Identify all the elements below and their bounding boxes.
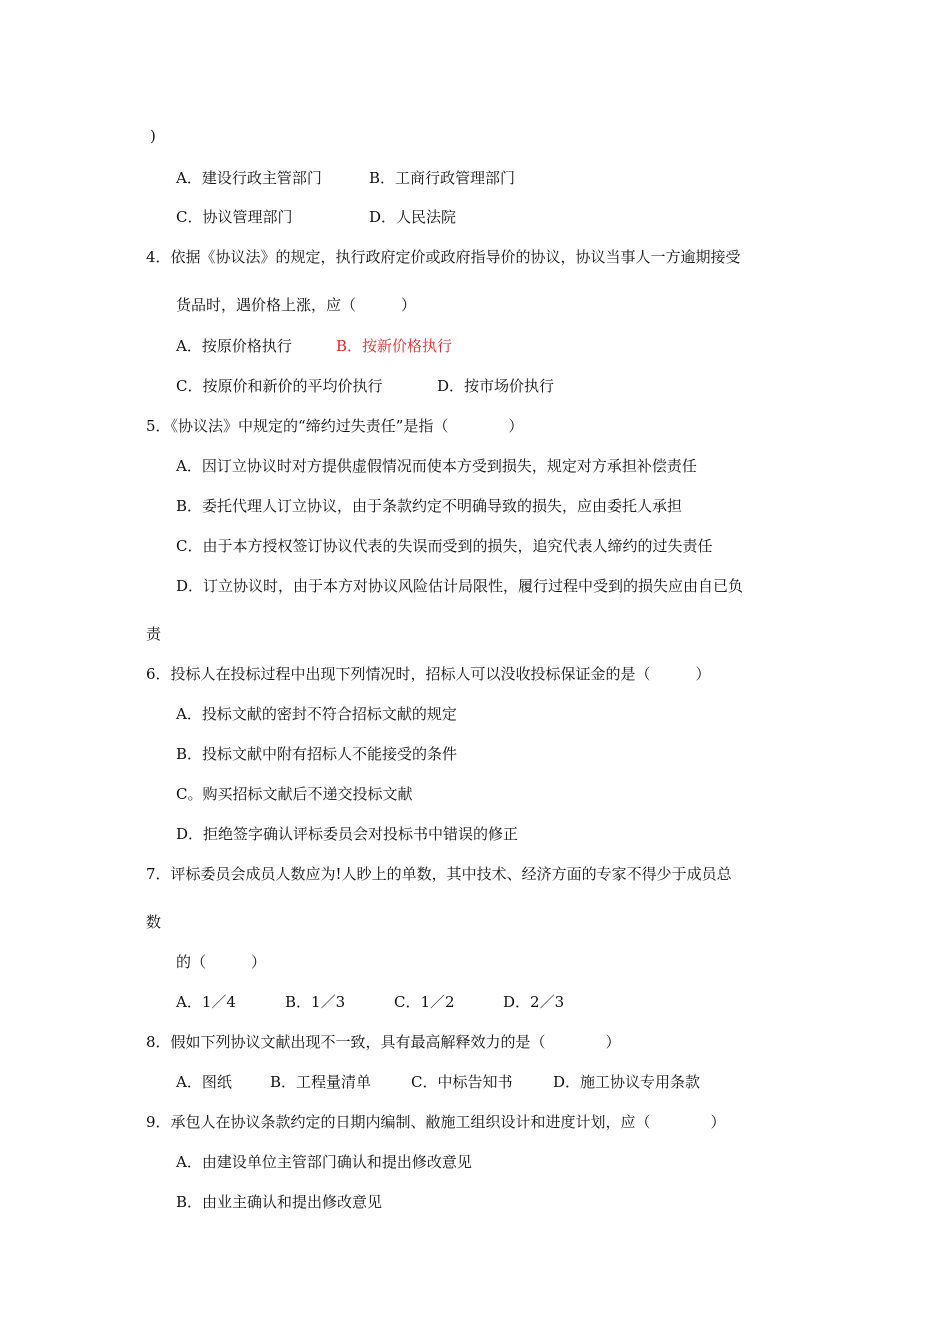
q9-stem: 9．承包人在协议条款约定的日期内编制、敝施工组织设计和进度计划，应（ ） bbox=[146, 1113, 726, 1131]
q5-option-d-continued: 责 bbox=[146, 625, 162, 643]
q5-option-a: A．因订立协议时对方提供虚假情况而使本方受到损失，规定对方承担补偿责任 bbox=[176, 457, 697, 475]
q4-stem-line2: 货品时，遇价格上涨，应（ ） bbox=[176, 296, 417, 314]
q3-option-c: C．协议管理部门 bbox=[176, 208, 293, 226]
q4-stem-line1: 4．依据《协议法》的规定，执行政府定价或政府指导价的协议，协议当事人一方逾期接受 bbox=[146, 248, 741, 266]
q6-option-c: C。购买招标文献后不递交投标文献 bbox=[176, 785, 413, 803]
q8-option-d: D．施工协议专用条款 bbox=[553, 1073, 701, 1091]
q7-stem-line1: 7．评标委员会成员人数应为!人眇上的单数，其中技术、经济方面的专家不得少于成员总 bbox=[146, 865, 732, 883]
q3-option-a: A．建设行政主管部门 bbox=[176, 169, 322, 187]
q8-option-b: B．工程量清单 bbox=[270, 1073, 372, 1091]
q6-stem: 6．投标人在投标过程中出现下列情况时，招标人可以没收投标保证金的是（ ） bbox=[146, 665, 711, 683]
q5-option-c: C．由于本方授权签订协议代表的失误而受到的损失，追究代表人缔约的过失责任 bbox=[176, 537, 713, 555]
q7-option-c: C．1／2 bbox=[394, 993, 455, 1011]
q5-stem: 5．《协议法》中规定的“缔约过失责任”是指（ ） bbox=[146, 417, 524, 435]
q6-option-d: D．拒绝签字确认评标委员会对投标书中错误的修正 bbox=[176, 825, 519, 843]
q9-option-b: B．由业主确认和提出修改意见 bbox=[176, 1193, 383, 1211]
q3-stem-tail: ) bbox=[150, 127, 156, 145]
q7-option-a: A．1／4 bbox=[176, 993, 236, 1011]
q3-option-d: D．人民法院 bbox=[369, 208, 457, 226]
q3-option-b: B．工商行政管理部门 bbox=[369, 169, 516, 187]
q8-option-a: A．图纸 bbox=[176, 1073, 232, 1091]
q4-option-d: D．按市场价执行 bbox=[437, 377, 555, 395]
q6-option-a: A．投标文献的密封不符合招标文献的规定 bbox=[176, 705, 457, 723]
q4-option-a: A．按原价格执行 bbox=[176, 337, 292, 355]
q7-option-d: D．2／3 bbox=[503, 993, 565, 1011]
q7-stem-line3: 的（ ） bbox=[176, 953, 267, 971]
q4-option-c: C．按原价和新价的平均价执行 bbox=[176, 377, 383, 395]
q6-option-b: B．投标文献中附有招标人不能接受的条件 bbox=[176, 745, 458, 763]
q4-option-b-highlighted: B．按新价格执行 bbox=[336, 337, 453, 355]
q8-stem: 8．假如下列协议文献出现不一致，具有最高解释效力的是（ ） bbox=[146, 1033, 621, 1051]
q8-option-c: C．中标告知书 bbox=[411, 1073, 513, 1091]
q7-option-b: B．1／3 bbox=[285, 993, 346, 1011]
q5-option-b: B．委托代理人订立协议，由于条款约定不明确导致的损失，应由委托人承担 bbox=[176, 497, 683, 515]
q7-stem-line2: 数 bbox=[146, 913, 162, 931]
q9-option-a: A．由建设单位主管部门确认和提出修改意见 bbox=[176, 1153, 472, 1171]
q5-option-d: D．订立协议时，由于本方对协议风险估计局限性，履行过程中受到的损失应由自已负 bbox=[176, 577, 744, 595]
